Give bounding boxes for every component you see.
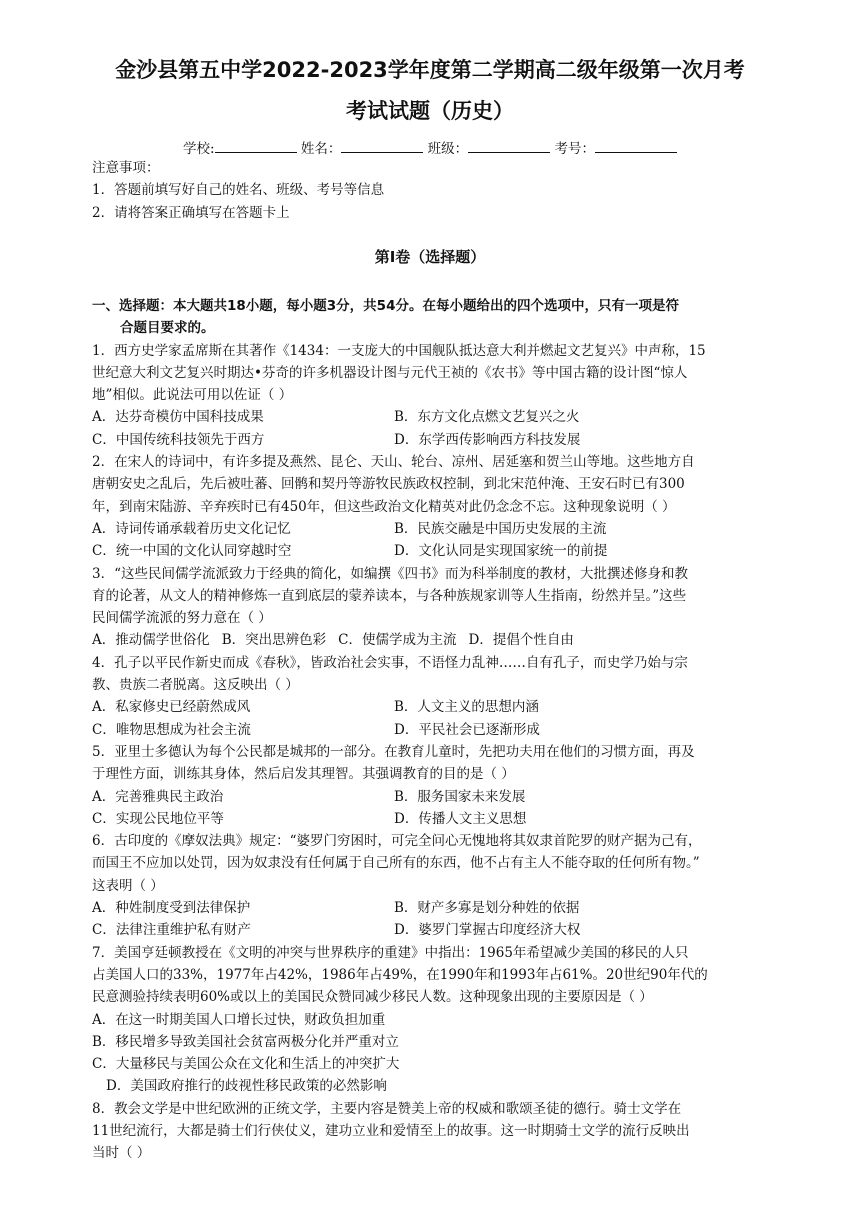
note-item: 1．答题前填写好自己的姓名、班级、考号等信息 bbox=[92, 182, 385, 199]
part-heading: 一、选择题：本大题共18小题，每小题3分，共54分。在每小题给出的四个选项中，只有一项是符 bbox=[92, 298, 679, 314]
option-c[interactable]: C．统一中国的文化认同穿越时空 bbox=[92, 543, 292, 560]
school-label: 学校: bbox=[183, 141, 215, 157]
notes-heading: 注意事项： bbox=[92, 160, 160, 176]
option-b[interactable]: B．移民增多导致美国社会贫富两极分化并严重对立 bbox=[92, 1033, 399, 1050]
question-stem-line: 育的论著，从文人的精神修炼一直到底层的蒙养读本，与各种族规家训等人生指南，纷然并呈。”这些 bbox=[92, 587, 687, 604]
part-heading-cont: 合题目要求的。 bbox=[120, 320, 215, 337]
question-7 bbox=[92, 942, 772, 1098]
exam-no-blank[interactable] bbox=[595, 140, 677, 153]
option-b[interactable]: B．人文主义的思想内涵 bbox=[394, 699, 539, 716]
class-blank[interactable] bbox=[468, 140, 550, 153]
exam-no-label: 考号： bbox=[554, 141, 595, 157]
question-stem-line: 唐朝安史之乱后，先后被吐蕃、回鹘和契丹等游牧民族政权控制，到北宋范仲淹、王安石时已有300 bbox=[92, 476, 685, 493]
question-5 bbox=[92, 741, 772, 830]
option-c[interactable]: C．唯物思想成为社会主流 bbox=[92, 721, 251, 738]
option-a[interactable]: A．种姓制度受到法律保护 bbox=[92, 900, 251, 917]
question-stem-line: 6．古印度的《摩奴法典》规定：“婆罗门穷困时，可完全问心无愧地将其奴隶首陀罗的财产据为己有， bbox=[92, 833, 702, 850]
option-a[interactable]: A．推动儒学世俗化 bbox=[92, 632, 210, 649]
school-blank[interactable] bbox=[215, 140, 297, 153]
question-stem-line: 3．“这些民间儒学流派致力于经典的简化，如编撰《四书》而为科举制度的教材，大批撰述修身和教 bbox=[92, 565, 688, 582]
question-stem-line: 11世纪流行，大都是骑士们行侠仗义，建功立业和爱情至上的故事。这一时期骑士文学的流行反映出 bbox=[92, 1122, 690, 1139]
option-b[interactable]: B．东方文化点燃文艺复兴之火 bbox=[394, 409, 580, 426]
question-stem-line: 民间儒学流派的努力意在（ ） bbox=[92, 610, 272, 627]
class-label: 班级： bbox=[427, 141, 469, 157]
option-d[interactable]: D．婆罗门掌握古印度经济大权 bbox=[394, 922, 581, 939]
option-c[interactable]: C．实现公民地位平等 bbox=[92, 810, 224, 827]
option-b[interactable]: B．突出思辨色彩 bbox=[221, 632, 327, 649]
question-stem-line: 世纪意大利文艺复兴时期达•芬奇的许多机器设计图与元代王祯的《农书》等中国古籍的设计图“惊人 bbox=[92, 364, 688, 381]
question-stem-line: 于理性方面，训练其身体，然后启发其理智。其强调教育的目的是（ ） bbox=[92, 766, 515, 783]
option-c[interactable]: C．法律注重维护私有财产 bbox=[92, 922, 251, 939]
question-stem-line: 7．美国亨廷顿教授在《文明的冲突与世界秩序的重建》中指出：1965年希望减少美国的移民的人只 bbox=[92, 944, 689, 961]
question-stem-line: 1．西方史学家孟席斯在其著作《1434：一支庞大的中国舰队抵达意大利并燃起文艺复兴》中声称，15 bbox=[92, 342, 706, 359]
option-b[interactable]: B．服务国家未来发展 bbox=[394, 788, 526, 805]
question-stem-line: 教、贵族二者脱离。这反映出（ ） bbox=[92, 677, 299, 694]
exam-title-line1: 金沙县第五中学2022-2023学年度第二学期高二级年级第一次月考 bbox=[115, 58, 745, 82]
question-3 bbox=[92, 563, 772, 652]
option-d[interactable]: D．美国政府推行的歧视性移民政策的必然影响 bbox=[106, 1078, 387, 1095]
questions-block bbox=[92, 295, 772, 1165]
question-stem-line: 而国王不应加以处罚，因为奴隶没有任何属于自己所有的东西，他不占有主人不能夺取的任何所有物。” bbox=[92, 855, 700, 872]
student-info-row bbox=[0, 137, 860, 157]
question-stem-line: 4．孔子以平民作新史而成《春秋》，皆政治社会实事，不语怪力乱神……自有孔子，而史学乃始与宗 bbox=[92, 654, 688, 671]
question-stem-line: 这表明（ ） bbox=[92, 877, 164, 894]
option-c[interactable]: C．大量移民与美国公众在文化和生活上的冲突扩大 bbox=[92, 1056, 400, 1073]
option-d[interactable]: D．东学西传影响西方科技发展 bbox=[394, 431, 581, 448]
option-a[interactable]: A．完善雅典民主政治 bbox=[92, 788, 224, 805]
question-stem-line: 2．在宋人的诗词中，有许多提及燕然、昆仑、天山、轮台、凉州、居延塞和贺兰山等地。这些地方自 bbox=[92, 454, 695, 471]
option-d[interactable]: D．提倡个性自由 bbox=[468, 632, 574, 649]
question-1 bbox=[92, 340, 772, 451]
name-blank[interactable] bbox=[341, 140, 423, 153]
option-a[interactable]: A．诗词传诵承载着历史文化记忆 bbox=[92, 520, 291, 537]
option-d[interactable]: D．传播人文主义思想 bbox=[394, 810, 527, 827]
name-label: 姓名： bbox=[300, 141, 342, 157]
question-stem-line: 当时（ ） bbox=[92, 1145, 151, 1162]
option-a[interactable]: A．达芬奇模仿中国科技成果 bbox=[92, 409, 264, 426]
question-8 bbox=[92, 1098, 772, 1165]
question-2 bbox=[92, 451, 772, 562]
question-stem-line: 地”相似。此说法可用以佐证（ ） bbox=[92, 387, 293, 404]
notes-block bbox=[92, 157, 772, 224]
question-stem-line: 5．亚里士多德认为每个公民都是城邦的一部分。在教育儿童时，先把功夫用在他们的习惯方面，再及 bbox=[92, 743, 695, 760]
question-stem-line: 8．教会文学是中世纪欧洲的正统文学，主要内容是赞美上帝的权威和歌颂圣徒的德行。骑士文学在 bbox=[92, 1100, 682, 1117]
option-b[interactable]: B．财产多寡是划分种姓的依据 bbox=[394, 900, 580, 917]
option-c[interactable]: C．使儒学成为主流 bbox=[338, 632, 457, 649]
question-4 bbox=[92, 652, 772, 741]
question-stem-line: 年，到南宋陆游、辛弃疾时已有450年，但这些政治文化精英对此仍念念不忘。这种现象说明（ ） bbox=[92, 498, 676, 515]
option-d[interactable]: D．文化认同是实现国家统一的前提 bbox=[394, 543, 608, 560]
question-stem-line: 民意测验持续表明60%或以上的美国民众赞同减少移民人数。这种现象出现的主要原因是（ ） bbox=[92, 989, 653, 1006]
option-b[interactable]: B．民族交融是中国历史发展的主流 bbox=[394, 520, 607, 537]
question-stem-line: 占美国人口的33%，1977年占42%，1986年占49%，在1990年和1993年占61%。20世纪90年代的 bbox=[92, 966, 708, 983]
exam-title-line2: 考试试题（历史） bbox=[346, 99, 514, 123]
option-d[interactable]: D．平民社会已逐渐形成 bbox=[394, 721, 540, 738]
option-a[interactable]: A．私家修史已经蔚然成风 bbox=[92, 699, 251, 716]
option-c[interactable]: C．中国传统科技领先于西方 bbox=[92, 431, 265, 448]
option-a[interactable]: A．在这一时期美国人口增长过快，财政负担加重 bbox=[92, 1011, 386, 1028]
section-title: 第I卷（选择题） bbox=[374, 248, 486, 266]
note-item: 2．请将答案正确填写在答题卡上 bbox=[92, 204, 290, 221]
question-6 bbox=[92, 830, 772, 941]
